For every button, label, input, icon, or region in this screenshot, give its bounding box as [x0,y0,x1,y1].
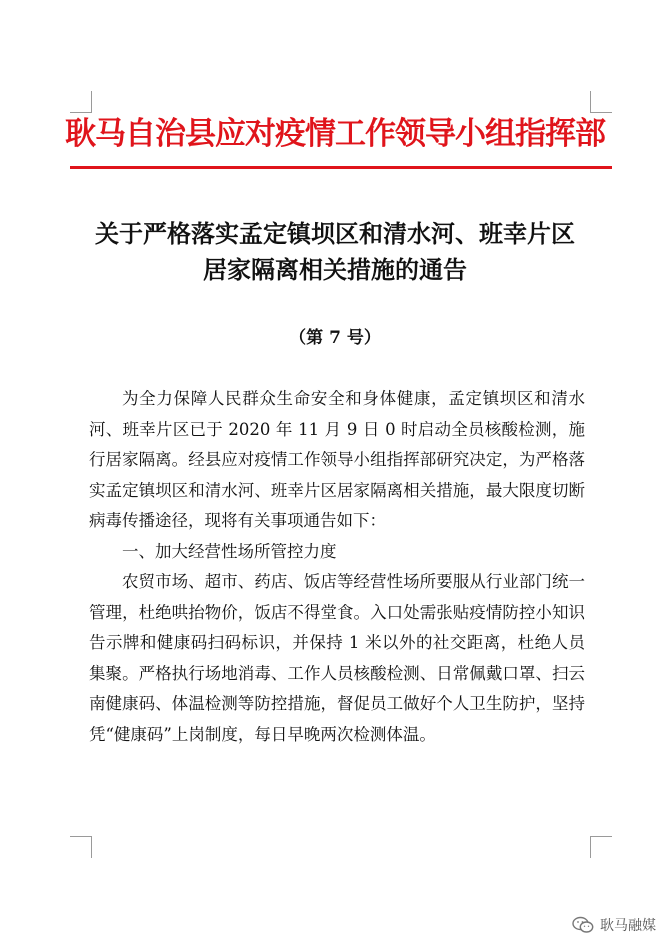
title-line-1: 关于严格落实孟定镇坝区和清水河、班幸片区 [95,219,575,248]
document-body [89,384,585,750]
document-number: （第 7 号） [289,328,381,348]
section-1-heading: 一、加大经营性场所管控力度 [122,541,337,561]
red-divider [70,166,612,169]
crop-mark [590,836,612,837]
media-watermark [572,915,656,935]
crop-mark [590,836,591,858]
intro-paragraph: 为全力保障人民群众生命安全和身体健康，孟定镇坝区和清水河、班幸片区已于 2020 年 11 月 9 日 0 时启动全员核酸检测，施行居家隔离。经县应对疫情工作领导小组指挥部研究决定，为严格落实孟定镇坝区和清水河、班幸片区居家隔离相关措施，最大限度切断病毒传播途径，现将有关事项通告如下： [89,389,585,530]
wechat-icon [572,916,594,934]
title-line-2: 居家隔离相关措施的通告 [203,255,467,284]
crop-mark [70,836,92,837]
crop-mark [91,836,92,858]
watermark-text: 耿马融媒 [600,918,656,934]
issuer-header: 耿马自治县应对疫情工作领导小组指挥部 [65,116,605,152]
document-title [0,216,670,288]
section-1-paragraph: 农贸市场、超市、药店、饭店等经营性场所要服从行业部门统一管理，杜绝哄抬物价，饭店不得堂食。入口处需张贴疫情防控小知识告示牌和健康码扫码标识，并保持 1 米以外的社交距离，杜绝人员集聚。严格执行场地消毒、工作人员核酸检测、日常佩戴口罩、扫云南健康码、体温检测等防控措施，督促员工做好个人卫生防护，坚持凭“健康码”上岗制度，每日早晚两次检测体温。 [89,572,585,744]
